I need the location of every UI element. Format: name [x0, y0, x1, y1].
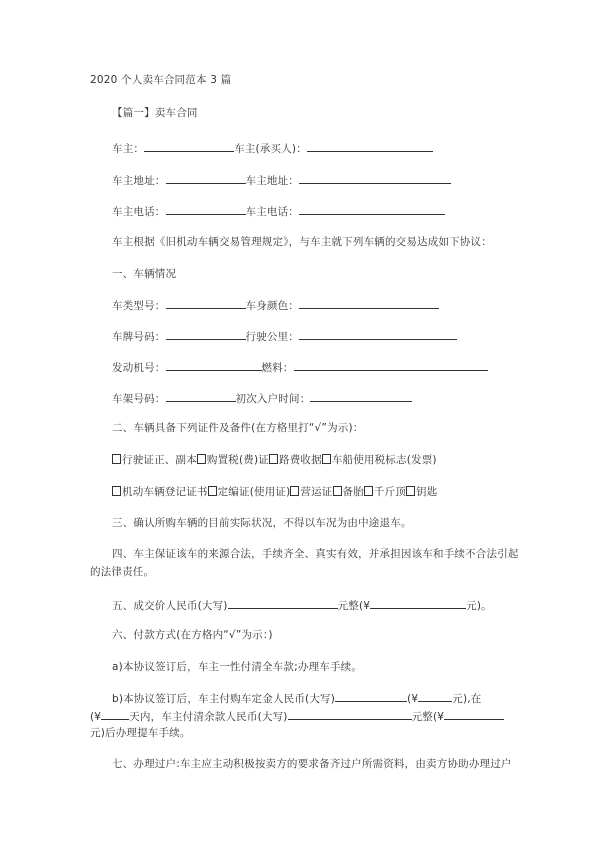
price-yuan-label: 元整(¥	[337, 600, 371, 612]
price-words-blank[interactable]	[228, 597, 338, 609]
buyer-phone-label: 车主电话：	[245, 206, 299, 218]
doc-item-license: 行驶证正、副本	[122, 454, 197, 466]
owner-blank[interactable]	[144, 140, 234, 152]
vehicle-type-label: 车类型号：	[112, 300, 166, 312]
buyer-address-blank[interactable]	[299, 172, 451, 184]
buyer-address-label: 车主地址：	[245, 175, 299, 187]
section-7: 七、办理过户:车主应主动积极按卖方的要求备齐过户所需资料，由卖方协助办理过户	[112, 758, 512, 770]
owner-phone-blank[interactable]	[166, 203, 246, 215]
body-color-label: 车身颜色：	[245, 300, 299, 312]
plate-blank[interactable]	[166, 328, 246, 340]
deposit-yen-label: (¥	[407, 693, 419, 705]
section-1-heading: 一、车辆情况	[112, 268, 177, 280]
deposit-words-blank[interactable]	[335, 690, 407, 702]
price-digits-blank[interactable]	[370, 597, 466, 609]
days-yen-label: (¥	[90, 711, 102, 723]
doc-item-keys: 钥匙	[416, 486, 438, 498]
balance-words-blank[interactable]	[288, 708, 412, 720]
engine-blank[interactable]	[166, 359, 262, 371]
owner-address-blank[interactable]	[166, 172, 246, 184]
intro-paragraph: 车主根据《旧机动车辆交易管理规定》，与车主就下列车辆的交易达成如下协议：	[112, 236, 492, 248]
buyer-phone-blank[interactable]	[299, 203, 445, 215]
fuel-blank[interactable]	[294, 359, 488, 371]
doc-item-registration: 机动车辆登记证书	[122, 486, 208, 498]
checkbox-spare-tire[interactable]	[333, 486, 342, 496]
section-6-heading: 六、付款方式(在方格内“√”为示：)	[112, 629, 273, 641]
price-end-label: 元)。	[466, 600, 492, 612]
deposit-label: b)本协议签订后，车主付购车定金人民币(大写)	[112, 693, 336, 705]
section-heading: 【篇一】卖车合同	[112, 107, 198, 119]
engine-label: 发动机号：	[112, 362, 166, 374]
mileage-blank[interactable]	[299, 328, 457, 340]
vehicle-type-blank[interactable]	[166, 297, 246, 309]
checkbox-keys[interactable]	[406, 486, 415, 496]
address-row	[112, 172, 451, 188]
fuel-label: 燃料：	[261, 362, 294, 374]
section-2-heading: 二、车辆具备下列证件及备件(在方格里打“√”为示)：	[112, 422, 364, 434]
section-3: 三、确认所购车辆的目前实际状况，不得以车况为由中途退车。	[112, 517, 412, 529]
doc-item-quota: 定编证(使用证)	[217, 486, 291, 498]
payment-option-b-line-3: 元)后办理提车手续。	[90, 727, 191, 739]
documents-checklist-row-2	[112, 485, 437, 499]
doc-item-road-fee: 路费收据	[279, 454, 322, 466]
owner-address-label: 车主地址：	[112, 175, 166, 187]
frame-label: 车架号码：	[112, 393, 166, 405]
phone-row	[112, 203, 445, 219]
document-title: 2020 个人卖车合同范本 3 篇	[90, 74, 232, 86]
plate-row	[112, 328, 457, 344]
days-blank[interactable]	[101, 708, 129, 720]
first-registration-blank[interactable]	[310, 390, 412, 402]
frame-row	[112, 390, 412, 406]
doc-item-operation: 营运证	[300, 486, 333, 498]
checkbox-jack[interactable]	[364, 486, 373, 496]
frame-blank[interactable]	[166, 390, 236, 402]
checkbox-quota[interactable]	[208, 486, 217, 496]
doc-item-spare-tire: 备胎	[342, 486, 364, 498]
payment-option-b-line-1	[112, 690, 481, 706]
payment-option-a: a)本协议签订后，车主一性付清全车款;办理车手续。	[112, 661, 363, 673]
balance-digits-blank[interactable]	[444, 708, 504, 720]
payment-option-b-line-2	[90, 708, 504, 724]
deposit-digits-blank[interactable]	[418, 690, 452, 702]
checkbox-road-fee[interactable]	[269, 454, 278, 464]
balance-yen-label: 元整(¥	[411, 711, 445, 723]
balance-label: 天内，车主付清余款人民币(大写)	[129, 711, 288, 723]
deposit-end-label: 元),在	[452, 693, 482, 705]
doc-item-jack: 千斤顶	[373, 486, 407, 498]
documents-checklist-row-1	[112, 453, 437, 467]
first-registration-label: 初次入户时间：	[235, 393, 311, 405]
doc-item-purchase-tax: 购置税(费)证	[206, 454, 269, 466]
plate-label: 车牌号码：	[112, 331, 166, 343]
mileage-label: 行驶公里：	[245, 331, 299, 343]
checkbox-registration[interactable]	[112, 486, 121, 496]
checkbox-vehicle-tax[interactable]	[322, 454, 331, 464]
price-row	[112, 597, 492, 613]
checkbox-operation[interactable]	[290, 486, 299, 496]
owner-row	[112, 140, 433, 156]
section-4-line-1: 四、车主保证该车的来源合法，手续齐全、真实有效，并承担因该车和手续不合法引起	[112, 548, 519, 560]
owner-phone-label: 车主电话：	[112, 206, 166, 218]
buyer-label: 车主(承买人)：	[234, 143, 307, 155]
price-label: 五、成交价人民币(大写)	[112, 600, 228, 612]
vehicle-type-row	[112, 297, 439, 313]
engine-row	[112, 359, 488, 375]
owner-label: 车主：	[112, 143, 145, 155]
checkbox-license[interactable]	[112, 454, 121, 464]
buyer-blank[interactable]	[307, 140, 433, 152]
doc-item-vehicle-tax: 车船使用税标志(发票)	[331, 454, 437, 466]
section-4-line-2: 的法律责任。	[90, 566, 155, 578]
body-color-blank[interactable]	[299, 297, 439, 309]
checkbox-purchase-tax[interactable]	[197, 454, 206, 464]
